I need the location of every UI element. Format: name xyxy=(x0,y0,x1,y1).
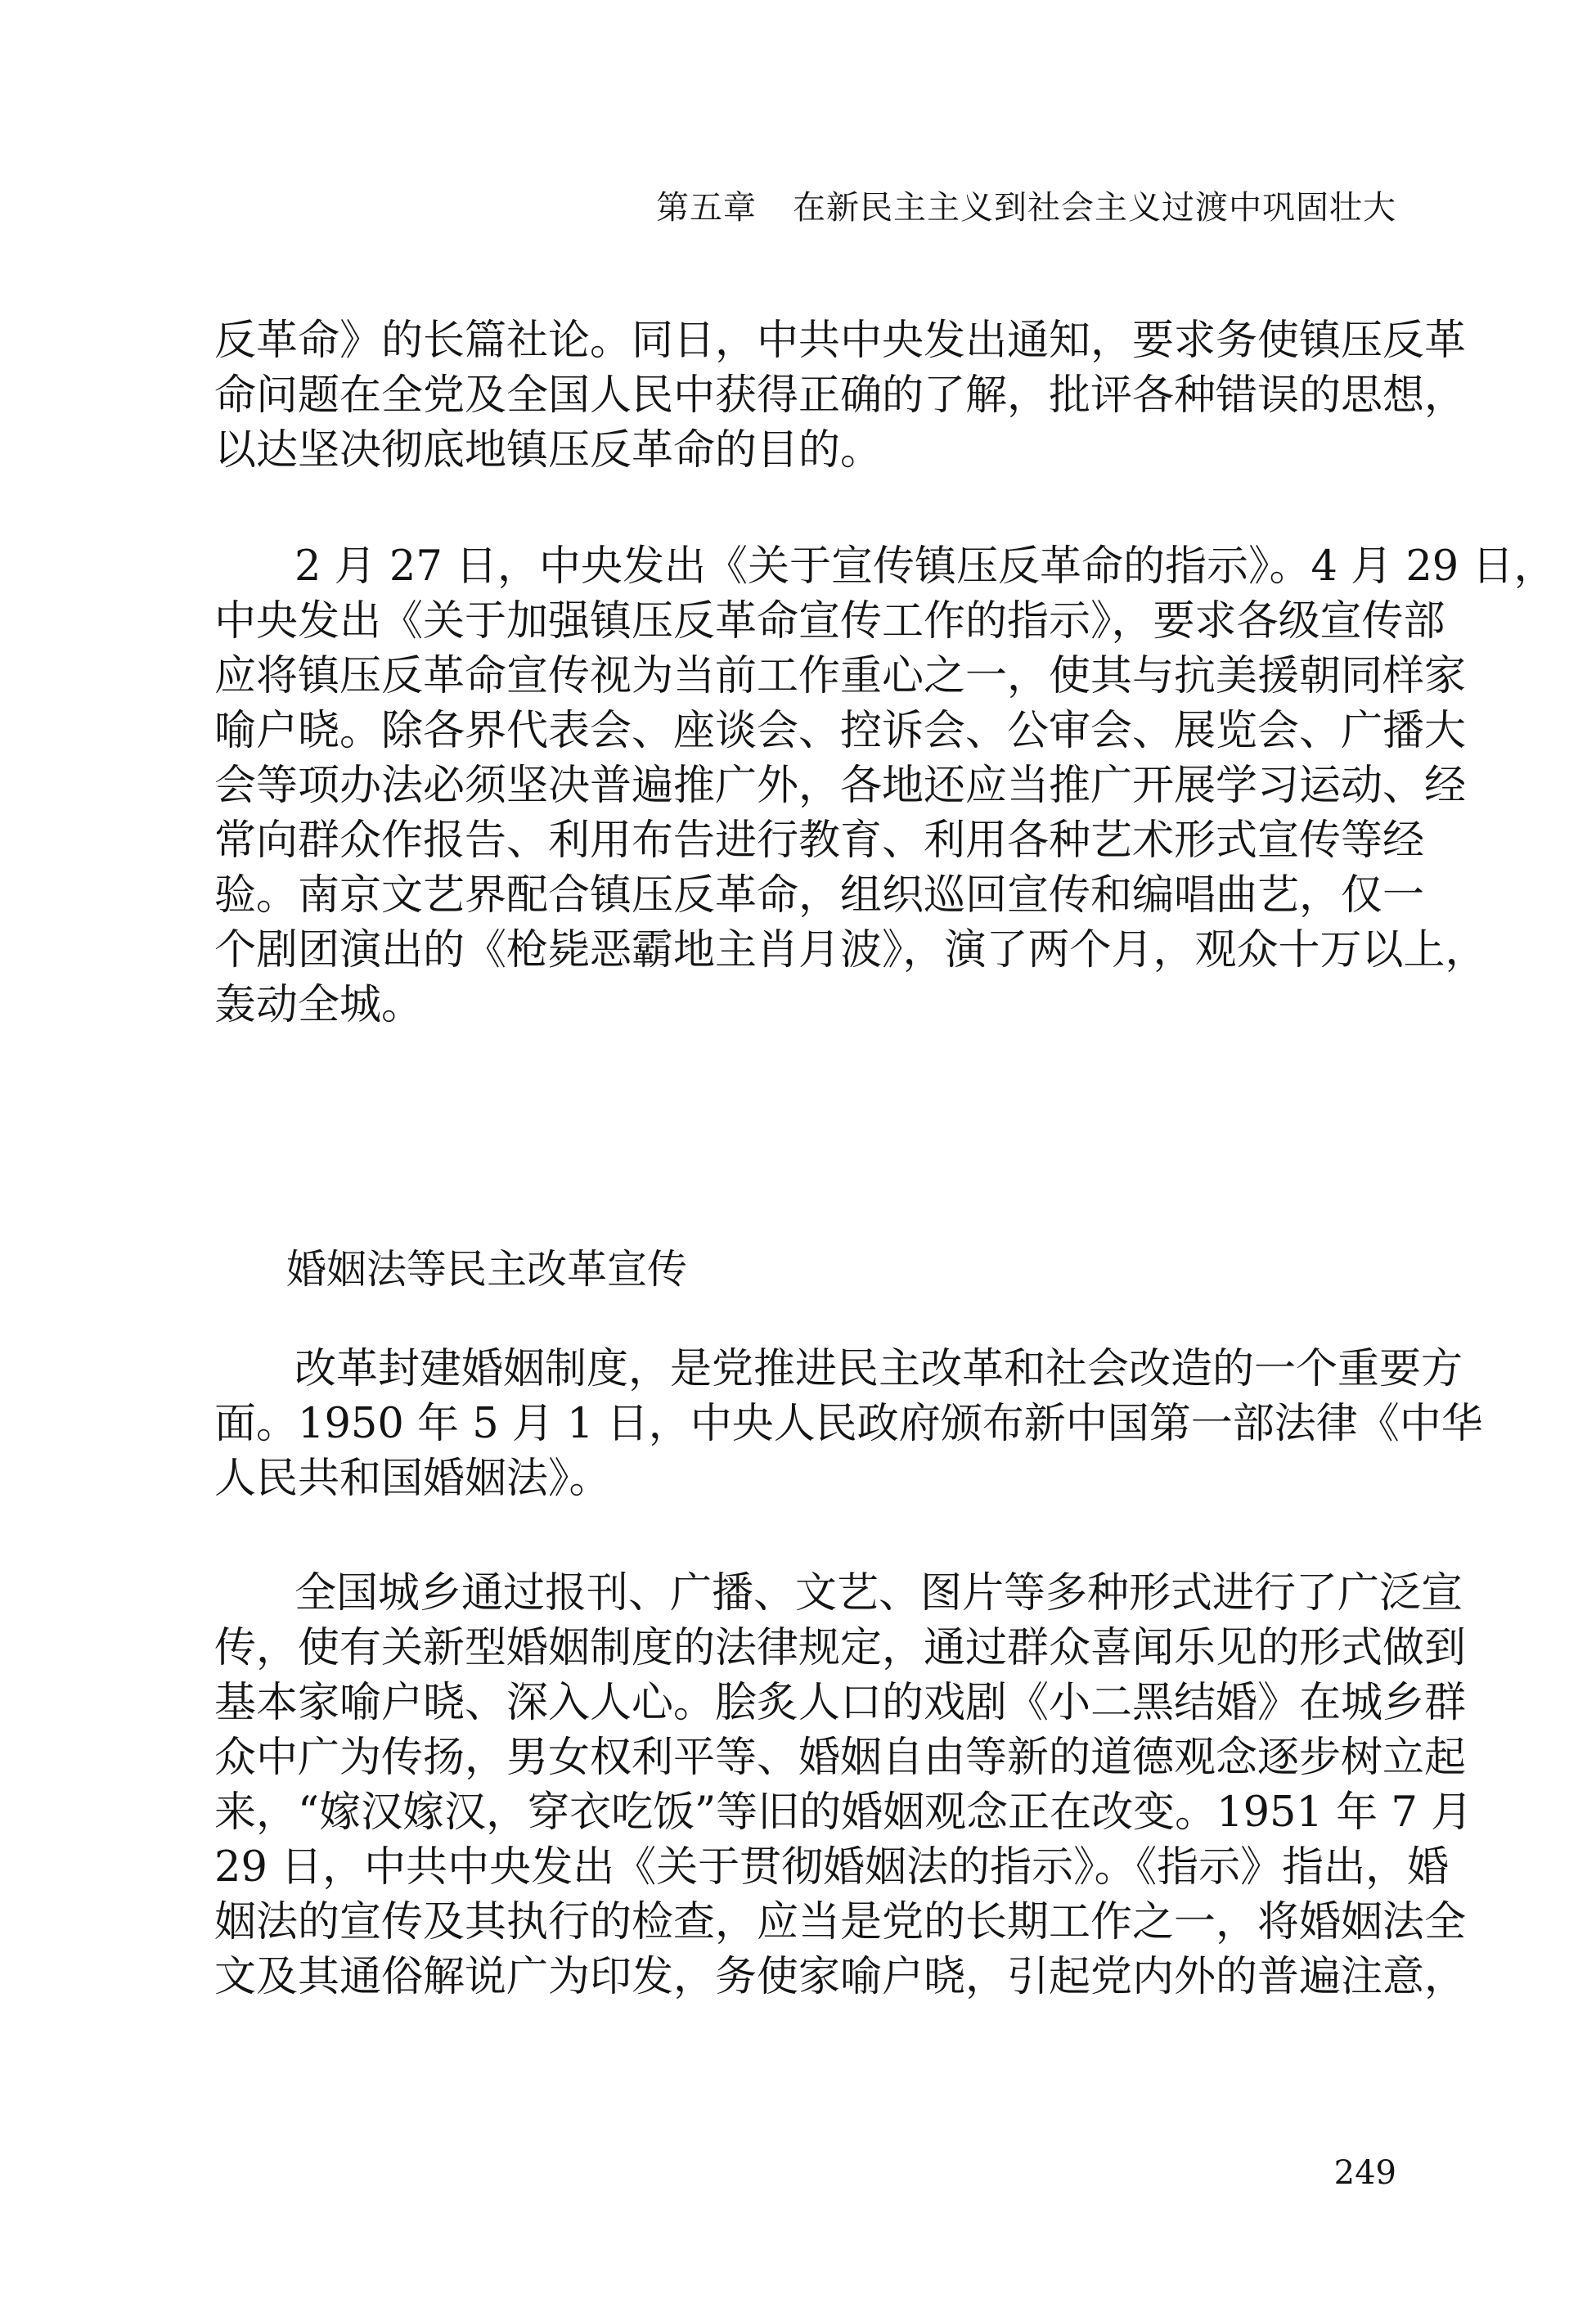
text-line: 全国城乡通过报刊、广播、文艺、图片等多种形式进行了广泛宣 xyxy=(294,1569,1463,1617)
paragraph-1 xyxy=(214,313,1467,478)
text-line: 验。南京文艺界配合镇压反革命，组织巡回宣传和编唱曲艺，仅一 xyxy=(214,871,1425,920)
chapter-title: 在新民主主义到社会主义过渡中巩固壮大 xyxy=(793,189,1396,227)
paragraph-2 xyxy=(214,539,1556,1033)
text-line: 人民共和国婚姻法》。 xyxy=(214,1455,611,1503)
text-line: 命问题在全党及全国人民中获得正确的了解，批评各种错误的思想， xyxy=(214,371,1467,420)
text-line: 众中广为传扬，男女权利平等、婚姻自由等新的道德观念逐步树立起 xyxy=(214,1734,1467,1782)
text-line: 常向群众作报告、利用布告进行教育、利用各种艺术形式宣传等经 xyxy=(214,817,1425,865)
running-header xyxy=(656,187,1396,229)
text-line: 29 日，中共中央发出《关于贯彻婚姻法的指示》。《指示》指出，婚 xyxy=(214,1843,1450,1892)
text-line: 反革命》的长篇社论。同日，中共中央发出通知，要求务使镇压反革 xyxy=(214,317,1467,365)
text-line: 以达坚决彻底地镇压反革命的目的。 xyxy=(214,426,883,475)
text-line: 轰动全城。 xyxy=(214,981,424,1029)
text-line: 个剧团演出的《枪毙恶霸地主肖月波》，演了两个月，观众十万以上， xyxy=(214,926,1487,974)
chapter-label: 第五章 xyxy=(656,189,757,227)
text-line: 文及其通俗解说广为印发，务使家喻户晓，引起党内外的普遍注意， xyxy=(214,1953,1467,2001)
text-line: 会等项办法必须坚决普遍推广外，各地还应当推广开展学习运动、经 xyxy=(214,762,1467,810)
text-line: 2 月 27 日，中央发出《关于宣传镇压反革命的指示》。4 月 29 日， xyxy=(294,542,1556,591)
section-heading: 婚姻法等民主改革宣传 xyxy=(286,1246,688,1293)
text-line: 姻法的宣传及其执行的检查，应当是党的长期工作之一，将婚姻法全 xyxy=(214,1898,1467,1946)
page-number: 249 xyxy=(1333,2154,1396,2192)
text-line: 基本家喻户晓、深入人心。脍炙人口的戏剧《小二黑结婚》在城乡群 xyxy=(214,1679,1467,1727)
text-line: 来，“嫁汉嫁汉，穿衣吃饭”等旧的婚姻观念正在改变。1951 年 7 月 xyxy=(214,1788,1473,1837)
text-line: 应将镇压反革命宣传视为当前工作重心之一，使其与抗美援朝同样家 xyxy=(214,652,1467,700)
text-line: 面。1950 年 5 月 1 日，中央人民政府颁布新中国第一部法律《中华 xyxy=(214,1400,1483,1448)
paragraph-3 xyxy=(214,1342,1483,1506)
text-line: 传，使有关新型婚姻制度的法律规定，通过群众喜闻乐见的形式做到 xyxy=(214,1624,1467,1672)
text-line: 喻户晓。除各界代表会、座谈会、控诉会、公审会、展览会、广播大 xyxy=(214,707,1467,755)
text-line: 改革封建婚姻制度，是党推进民主改革和社会改造的一个重要方 xyxy=(294,1345,1463,1393)
paragraph-4 xyxy=(214,1566,1473,2004)
text-line: 中央发出《关于加强镇压反革命宣传工作的指示》，要求各级宣传部 xyxy=(214,597,1445,646)
